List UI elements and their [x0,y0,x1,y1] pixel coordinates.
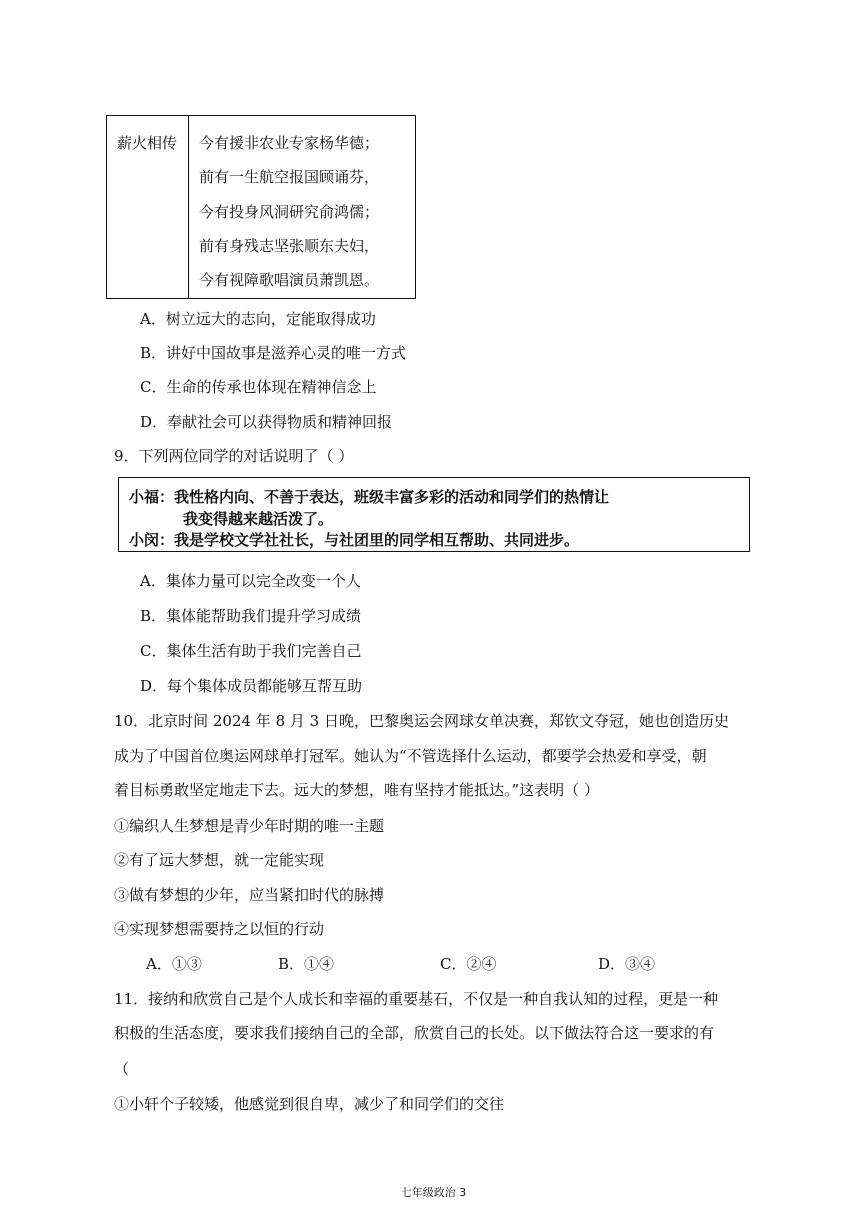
dialog-line: 小闵：我是学校文学社社长，与社团里的同学相互帮助、共同进步。 [129,531,580,549]
q9-option-a: A．集体力量可以完全改变一个人 [140,572,361,590]
q11-stem-line: 积极的生活态度，要求我们接纳自己的全部，欣赏自己的长处。以下做法符合这一要求的有 [114,1024,715,1042]
dialog-line: 我变得越来越活泼了。 [183,510,334,528]
table-line: 今有援非农业专家杨华德； [199,134,380,152]
q10-stem-line: 成为了中国首位奥运网球单打冠军。她认为“不管选择什么运动，都要学会热爱和享受，朝 [114,747,707,765]
table-line: 前有一生航空报国顾诵芬， [199,168,380,186]
table-line: 前有身残志坚张顺东夫妇， [199,237,380,255]
q10-item: ③做有梦想的少年，应当紧扣时代的脉搏 [114,886,385,904]
q8-option-c: C．生命的传承也体现在精神信念上 [140,378,377,396]
q9-option-d: D．每个集体成员都能够互帮互助 [140,677,363,695]
page-footer: 七年级政治 3 [400,1186,467,1199]
legacy-table [106,115,416,299]
table-line: 今有投身风洞研究俞鸿儒； [199,203,380,221]
q10-choice-b: B．①④ [278,955,335,973]
q9-option-b: B．集体能帮助我们提升学习成绩 [140,607,362,625]
q8-option-d: D．奉献社会可以获得物质和精神回报 [140,413,393,431]
dialog-box [118,477,750,552]
q10-choice-a: A．①③ [146,955,202,973]
table-head-cell: 薪火相传 [107,116,189,298]
q8-option-b: B．讲好中国故事是滋养心灵的唯一方式 [140,344,407,362]
q10-stem-line: 着目标勇敢坚定地走下去。远大的梦想，唯有坚持才能抵达。”这表明（ ） [114,781,599,799]
q11-item: ①小轩个子较矮，他感觉到很自卑，减少了和同学们的交往 [114,1095,505,1113]
q11-stem-line: （ [114,1060,130,1078]
q10-item: ②有了远大梦想，就一定能实现 [114,851,325,869]
q10-choice-d: D．③④ [598,955,656,973]
q10-item: ④实现梦想需要持之以恒的行动 [114,920,325,938]
q10-stem-line: 10．北京时间 2024 年 8 月 3 日晚，巴黎奥运会网球女单决赛，郑钦文夺冠，她也创造历史 [114,712,729,730]
q11-stem-line: 11．接纳和欣赏自己是个人成长和幸福的重要基石，不仅是一种自我认知的过程，更是一种 [114,990,719,1008]
q8-option-a: A．树立远大的志向，定能取得成功 [140,310,376,328]
q9-stem: 9．下列两位同学的对话说明了（ ） [114,447,354,465]
q9-option-c: C．集体生活有助于我们完善自己 [140,642,362,660]
q10-choice-c: C．②④ [440,955,497,973]
dialog-line: 小福：我性格内向、不善于表达，班级丰富多彩的活动和同学们的热情让 [129,488,610,506]
table-line: 今有视障歌唱演员萧凯恩。 [199,271,380,289]
q10-item: ①编织人生梦想是青少年时期的唯一主题 [114,817,385,835]
